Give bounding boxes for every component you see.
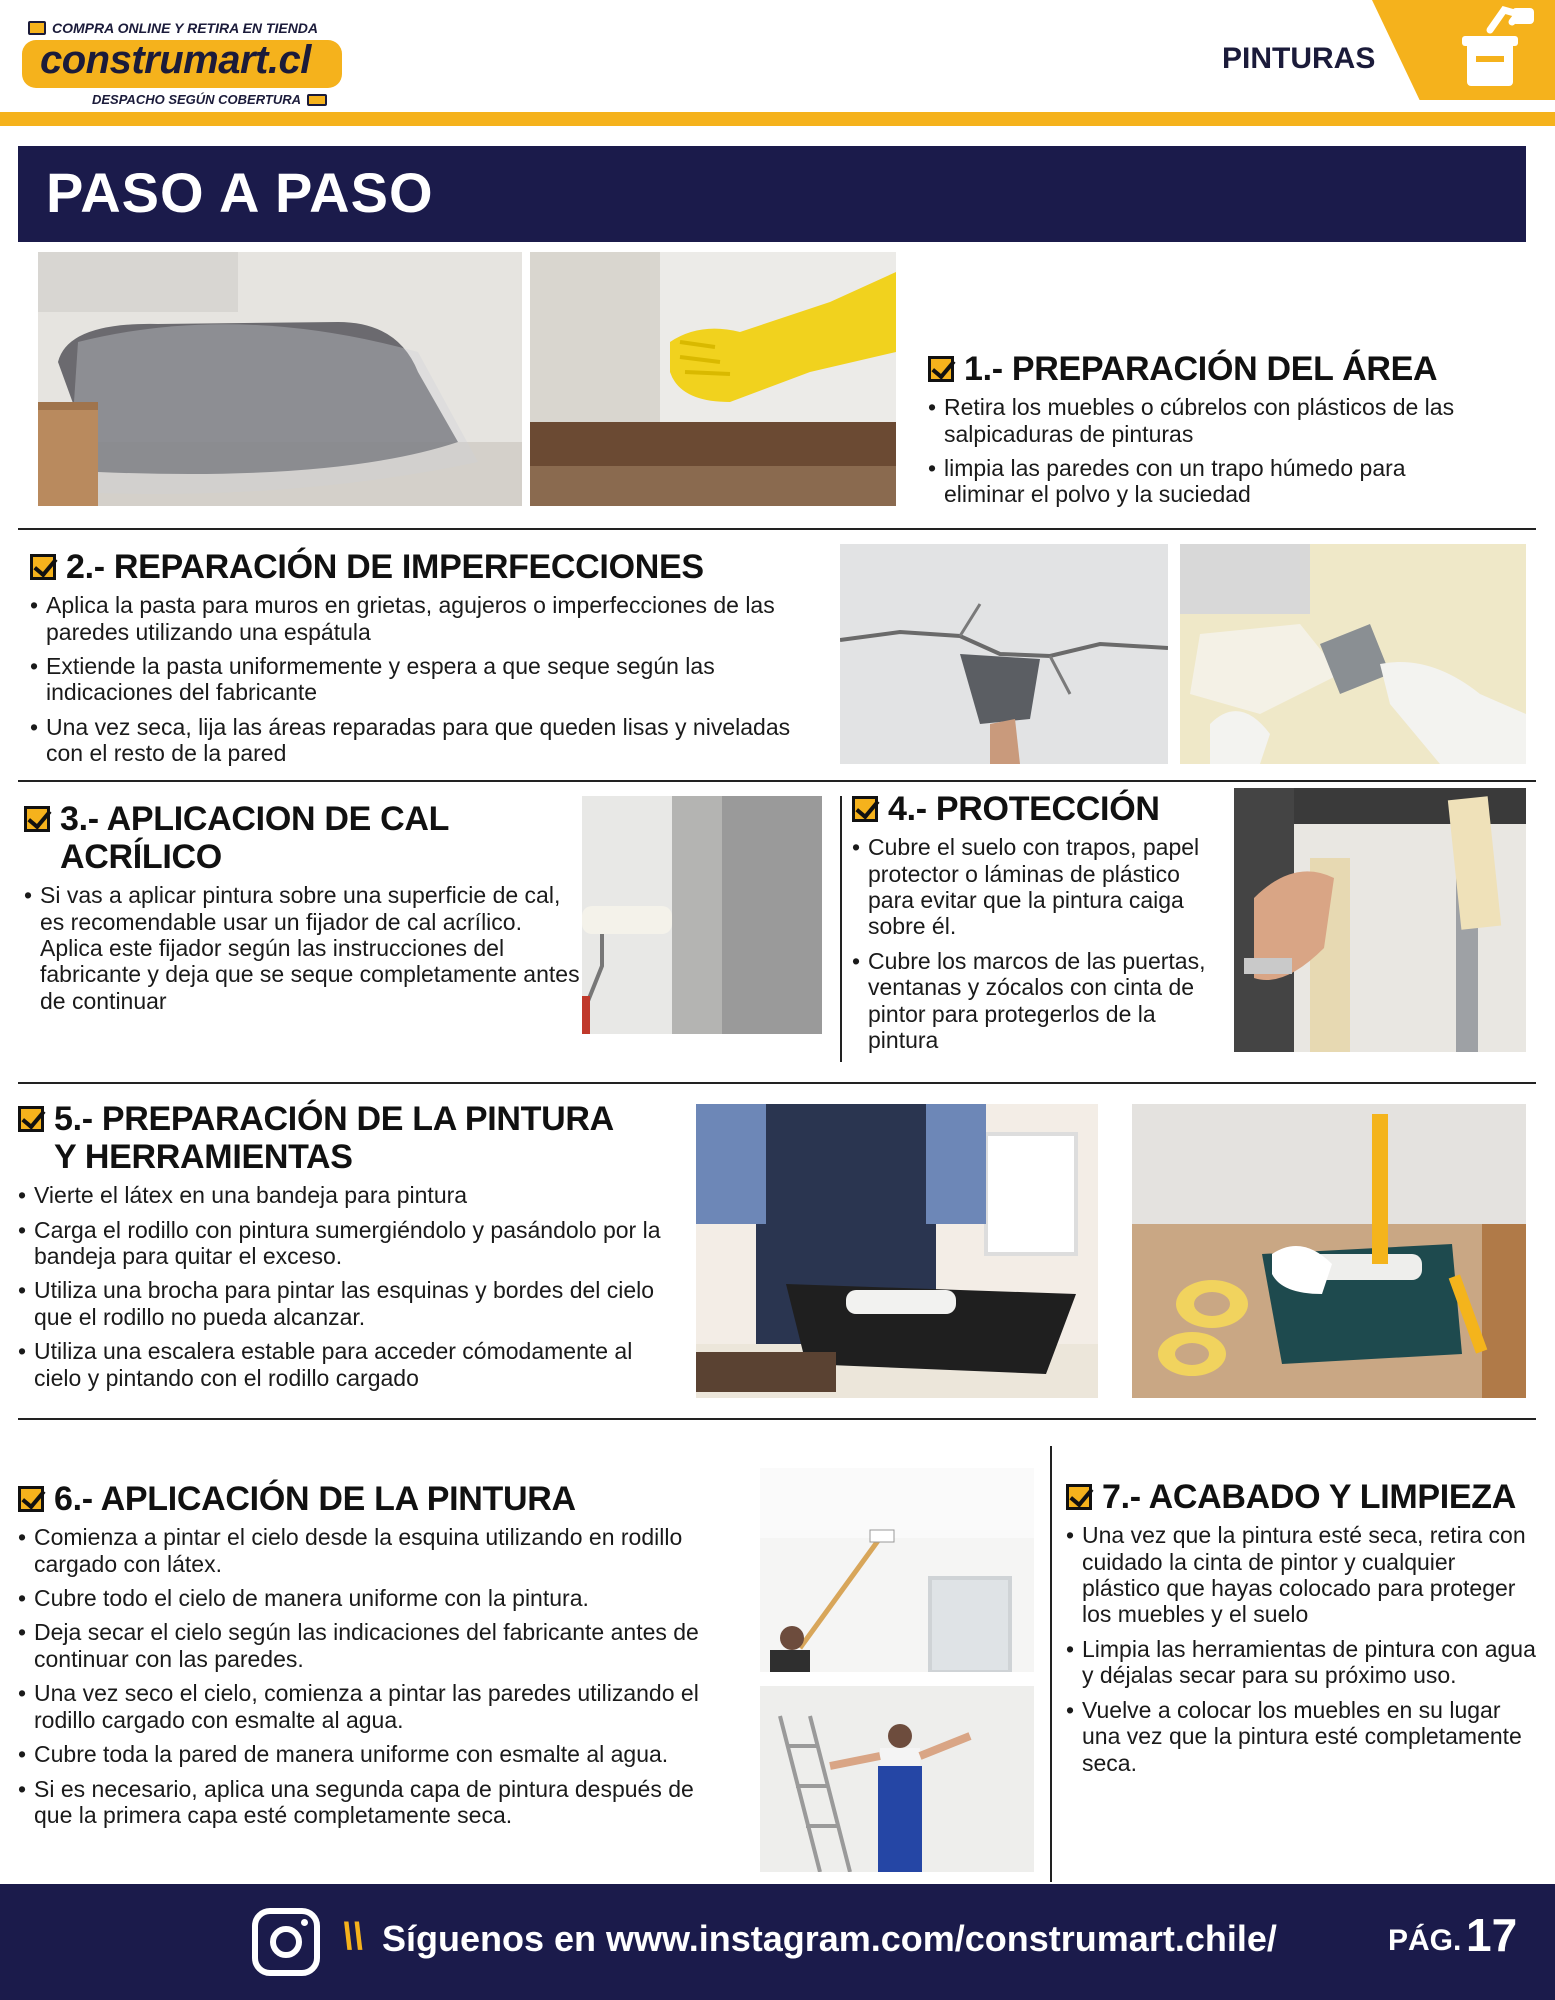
- step-6: [18, 1480, 738, 1836]
- logo-tagline-bottom-text: DESPACHO SEGÚN COBERTURA: [92, 92, 301, 107]
- list-item: • Utiliza una brocha para pintar las esquinas y bordes del cielo que el rodillo no pueda alcanzar.: [18, 1277, 668, 1330]
- photo-painter-tape: [1234, 788, 1526, 1052]
- step-4-heading: [852, 790, 1232, 828]
- brand-logo[interactable]: construmart.cl: [40, 38, 311, 82]
- list-item: • Aplica la pasta para muros en grietas, agujeros o imperfecciones de las paredes utilizando una espátula: [30, 592, 830, 645]
- page-number: 17: [1466, 1909, 1518, 1961]
- step-7-bullets: [1066, 1522, 1536, 1776]
- truck-icon: [307, 94, 327, 106]
- page-header: [0, 0, 1555, 118]
- checkbox-icon: [928, 356, 954, 382]
- list-item: • Cubre los marcos de las puertas, ventanas y zócalos con cinta de pintor para protegerlos de la pintura: [852, 948, 1232, 1054]
- divider: [18, 528, 1536, 530]
- list-item: • Extiende la pasta uniformemente y espera a que seque según las indicaciones del fabricante: [30, 653, 830, 706]
- list-item: • Utiliza una escalera estable para acceder cómodamente al cielo y pintando con el rodillo cargado: [18, 1338, 668, 1391]
- list-item: • Limpia las herramientas de pintura con agua y déjalas secar para su próximo uso.: [1066, 1636, 1536, 1689]
- divider: [18, 1082, 1536, 1084]
- logo-tagline-top: [28, 20, 318, 36]
- step-1: [928, 350, 1488, 516]
- step-1-bullets: [928, 394, 1488, 508]
- logo-tagline-top-text: COMPRA ONLINE Y RETIRA EN TIENDA: [52, 20, 319, 36]
- step-7-heading: [1066, 1478, 1536, 1516]
- step-7-title: 7.- ACABADO Y LIMPIEZA: [1102, 1478, 1517, 1516]
- list-item: • Una vez que la pintura esté seca, retira con cuidado la cinta de pintor y cualquier plástico que hayas colocado para proteger los muebles y el suelo: [1066, 1522, 1536, 1628]
- checkbox-icon: [852, 796, 878, 822]
- photo-painting-tools: [1132, 1104, 1526, 1398]
- divider: [18, 1418, 1536, 1420]
- step-3-bullets: [24, 882, 584, 1014]
- photo-cleaning-wall: [530, 252, 896, 506]
- list-item: • Carga el rodillo con pintura sumergiéndolo y pasándolo por la bandeja para quitar el exceso.: [18, 1217, 668, 1270]
- step-7: [1066, 1478, 1536, 1784]
- photo-ceiling-painting: [760, 1468, 1034, 1672]
- step-5-title: 5.- PREPARACIÓN DE LA PINTURA Y HERRAMIENTAS: [54, 1100, 613, 1177]
- list-item: • Cubre todo el cielo de manera uniforme con la pintura.: [18, 1585, 738, 1611]
- step-5-heading: [18, 1100, 668, 1176]
- step-6-title: 6.- APLICACIÓN DE LA PINTURA: [54, 1480, 576, 1518]
- column-divider: [840, 796, 842, 1062]
- footer-slash: \\: [342, 1916, 364, 1958]
- checkbox-icon: [30, 554, 56, 580]
- step-1-title: 1.- PREPARACIÓN DEL ÁREA: [964, 350, 1438, 388]
- instagram-icon[interactable]: [252, 1908, 320, 1976]
- divider: [18, 780, 1536, 782]
- list-item: • Vierte el látex en una bandeja para pintura: [18, 1182, 668, 1208]
- section-tab: [1372, 0, 1555, 100]
- checkbox-icon: [18, 1486, 44, 1512]
- step-2: [30, 548, 830, 775]
- step-3: [24, 800, 584, 1022]
- list-item: • Una vez seca, lija las áreas reparadas para que queden lisas y niveladas con el resto de la pared: [30, 714, 830, 767]
- step-2-bullets: [30, 592, 830, 767]
- photo-roller-wall: [582, 796, 822, 1034]
- column-divider: [1050, 1446, 1052, 1882]
- page-footer: [0, 1884, 1555, 2000]
- page-label: PÁG.: [1388, 1924, 1462, 1957]
- instagram-link[interactable]: Síguenos en www.instagram.com/construmart.chile/: [382, 1918, 1277, 1959]
- step-5: [18, 1100, 668, 1399]
- list-item: • Deja secar el cielo según las indicaciones del fabricante antes de continuar con las paredes.: [18, 1619, 738, 1672]
- step-3-title: 3.- APLICACION DE CAL ACRÍLICO: [60, 800, 449, 877]
- photo-paint-tray-worker: [696, 1104, 1098, 1398]
- list-item: • limpia las paredes con un trapo húmedo para eliminar el polvo y la suciedad: [928, 455, 1488, 508]
- checkbox-icon: [18, 1106, 44, 1132]
- step-2-title: 2.- REPARACIÓN DE IMPERFECCIONES: [66, 548, 704, 586]
- list-item: • Si es necesario, aplica una segunda capa de pintura después de que la primera capa esté completamente seca.: [18, 1776, 738, 1829]
- step-6-heading: [18, 1480, 738, 1518]
- paint-bucket-icon: [1372, 0, 1555, 100]
- cart-icon: [28, 21, 46, 35]
- step-5-bullets: [18, 1182, 668, 1391]
- step-4-bullets: [852, 834, 1232, 1054]
- photo-spackle-wall: [1180, 544, 1526, 764]
- list-item: • Cubre el suelo con trapos, papel protector o láminas de plástico para evitar que la pintura caiga sobre él.: [852, 834, 1232, 940]
- header-divider: [0, 112, 1555, 126]
- logo-tagline-bottom: [92, 92, 327, 107]
- step-4: [852, 790, 1232, 1062]
- page-title: PASO A PASO: [46, 161, 434, 224]
- list-item: • Una vez seco el cielo, comienza a pintar las paredes utilizando el rodillo cargado con esmalte al agua.: [18, 1680, 738, 1733]
- list-item: • Cubre toda la pared de manera uniforme con esmalte al agua.: [18, 1741, 738, 1767]
- step-3-heading: [24, 800, 584, 876]
- photo-covered-sofa: [38, 252, 522, 506]
- photo-crack-repair: [840, 544, 1168, 764]
- list-item: • Vuelve a colocar los muebles en su lugar una vez que la pintura esté completamente seca.: [1066, 1697, 1536, 1776]
- photo-wall-painting: [760, 1686, 1034, 1872]
- step-1-heading: [928, 350, 1488, 388]
- checkbox-icon: [24, 806, 50, 832]
- list-item: • Retira los muebles o cúbrelos con plásticos de las salpicaduras de pinturas: [928, 394, 1488, 447]
- checkbox-icon: [1066, 1484, 1092, 1510]
- step-6-bullets: [18, 1524, 738, 1828]
- title-bar: [18, 146, 1526, 242]
- list-item: • Si vas a aplicar pintura sobre una superficie de cal, es recomendable usar un fijador de cal acrílico. Aplica este fijador según las instrucciones del fabricante y deja que se seque completamente antes de continuar: [24, 882, 584, 1014]
- step-2-heading: [30, 548, 830, 586]
- step-4-title: 4.- PROTECCIÓN: [888, 790, 1160, 828]
- section-title: PINTURAS: [1222, 42, 1376, 75]
- list-item: • Comienza a pintar el cielo desde la esquina utilizando en rodillo cargado con látex.: [18, 1524, 738, 1577]
